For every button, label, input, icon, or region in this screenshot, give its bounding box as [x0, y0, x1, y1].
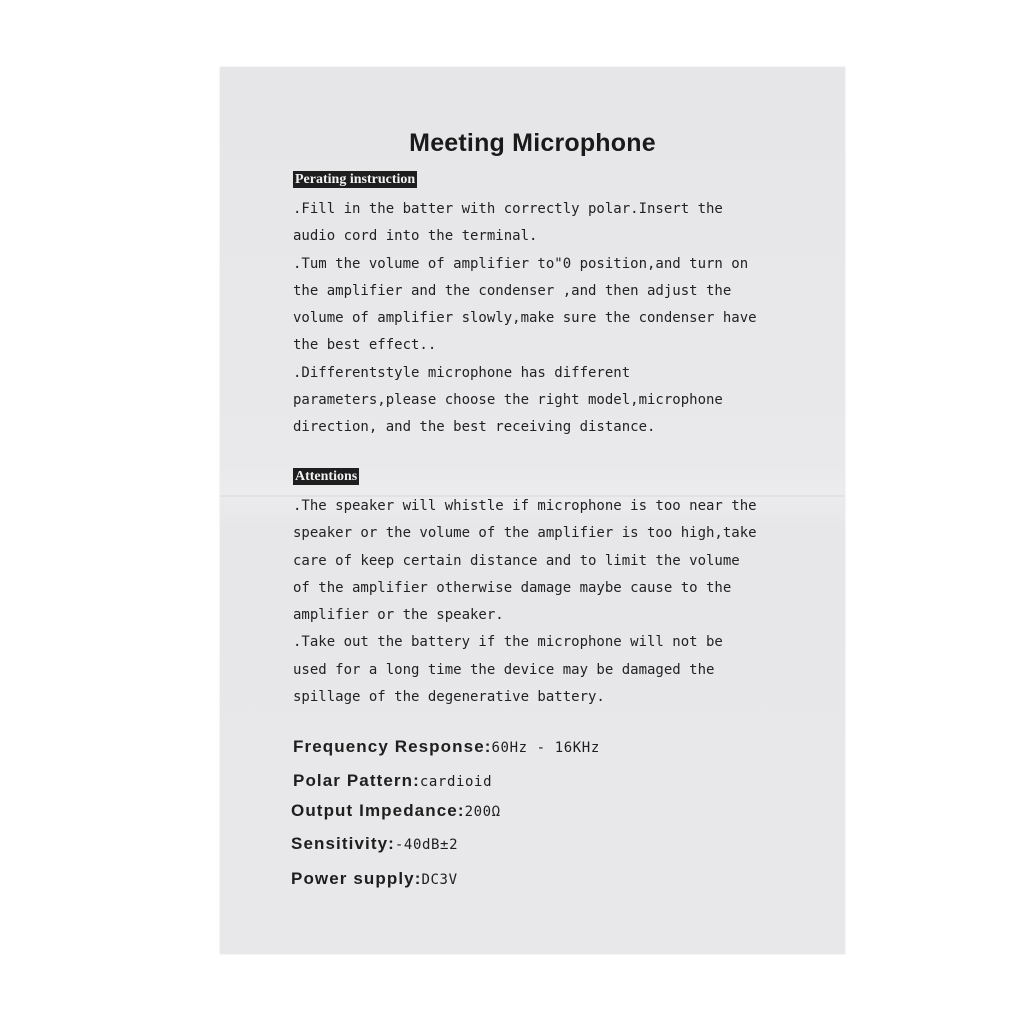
- spec-sensitivity: [291, 834, 458, 854]
- attentions-line: used for a long time the device may be damaged the: [293, 661, 715, 678]
- spec-label: Power supply:: [291, 869, 422, 888]
- operating-instruction-heading: Perating instruction: [295, 172, 416, 187]
- operating-line: .Differentstyle microphone has different: [293, 364, 631, 381]
- attentions-line: amplifier or the speaker.: [293, 607, 504, 624]
- attentions-line: care of keep certain distance and to limit the volume: [293, 552, 740, 569]
- operating-instruction-text: [293, 196, 783, 442]
- operating-line: volume of amplifier slowly,make sure the condenser have: [293, 310, 757, 327]
- spec-polar-pattern: [293, 771, 492, 791]
- attentions-line: .The speaker will whistle if microphone is too near the: [293, 498, 757, 514]
- spec-value: cardioid: [419, 774, 493, 790]
- attentions-line: of the amplifier otherwise damage maybe cause to the: [293, 579, 732, 596]
- spec-value: DC3V: [421, 872, 458, 888]
- spec-label: Frequency Response:: [293, 737, 492, 756]
- attentions-text: [293, 493, 783, 711]
- spec-label: Polar Pattern:: [293, 771, 420, 790]
- operating-line: the amplifier and the condenser ,and then adjust the: [293, 282, 732, 299]
- operating-line: .Tum the volume of amplifier to"0 position,and turn on: [293, 255, 749, 272]
- attentions-line: spillage of the degenerative battery.: [293, 689, 605, 706]
- spec-value: -40dB±2: [394, 837, 459, 853]
- spec-output-impedance: [291, 801, 501, 821]
- spec-value: 200Ω: [464, 804, 501, 820]
- spec-power-supply: [291, 869, 458, 889]
- attentions-heading: Attentions: [295, 469, 358, 484]
- operating-line: the best effect..: [293, 337, 437, 354]
- attentions-line: speaker or the volume of the amplifier is too high,take: [293, 525, 757, 542]
- document-title: Meeting Microphone: [409, 129, 656, 157]
- operating-line: audio cord into the terminal.: [293, 228, 538, 245]
- spec-label: Output Impedance:: [291, 801, 465, 820]
- spec-frequency-response: [293, 737, 600, 757]
- spec-value: 60Hz - 16KHz: [491, 740, 600, 756]
- attentions-line: .Take out the battery if the microphone will not be: [293, 634, 723, 651]
- spec-label: Sensitivity:: [291, 834, 395, 853]
- operating-line: .Fill in the batter with correctly polar.Insert the: [293, 201, 723, 217]
- instruction-sheet: [220, 67, 845, 954]
- operating-line: parameters,please choose the right model,microphone: [293, 392, 723, 409]
- operating-line: direction, and the best receiving distance.: [293, 419, 656, 436]
